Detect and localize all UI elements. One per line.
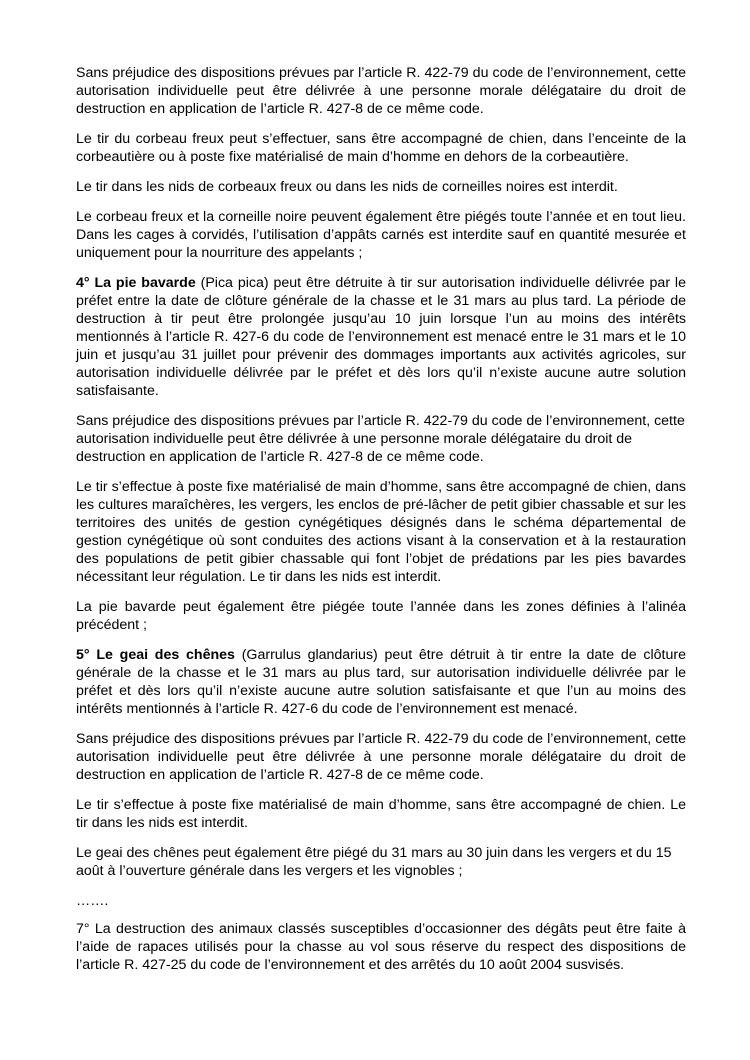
paragraph-delegation-3: Sans préjudice des dispositions prévues par l’article R. 422-79 du code de l’environnement, cette autorisation individuelle peut être délivrée à une personne morale délégataire du droit de destruction en application de l’article R. 427-8 de ce même code. <box>76 731 686 783</box>
paragraph-pie-bavarde <box>76 274 686 400</box>
paragraph-pie-tir: Le tir s’effectue à poste fixe matérialisé de main d’homme, sans être accompagné de chien, dans les cultures maraîchères, les vergers, les enclos de pré-lâcher de petit gibier chassable et sur les territoires des unités de gestion cynégétiques désignés dans le schéma départemental de gestion cynégétique où sont conduites des actions visant à la conservation et à la restauration des populations de petit gibier chassable qui font l’objet de prédations par les pies bavardes nécessitant leur régulation. Le tir dans les nids est interdit. <box>76 479 686 585</box>
paragraph-pie-piegeage: La pie bavarde peut également être piégée toute l’année dans les zones définies à l’alinéa précédent ; <box>76 599 686 633</box>
ellipsis: ……. <box>76 893 109 909</box>
paragraph-delegation-1: Sans préjudice des dispositions prévues par l’article R. 422-79 du code de l’environnement, cette autorisation individuelle peut être délivrée à une personne morale délégataire du droit de destruction en application de l’article R. 427-8 de ce même code. <box>76 65 686 117</box>
paragraph-rapaces: 7° La destruction des animaux classés susceptibles d’occasionner des dégâts peut être faite à l’aide de rapaces utilisés pour la chasse au vol sous réserve du respect des dispositions de l’article R. 427-25 du code de l’environnement et des arrêtés du 10 août 2004 susvisés. <box>76 921 686 973</box>
paragraph-geai-tir: Le tir s’effectue à poste fixe matérialisé de main d’homme, sans être accompagné de chien. Le tir dans les nids est interdit. <box>76 797 686 831</box>
geai-heading: 5° Le geai des chênes <box>76 647 235 663</box>
pie-bavarde-heading: 4° La pie bavarde <box>76 275 196 291</box>
geai-text: (Garrulus glandarius) peut être détruit à tir entre la date de clôture générale de la chasse et le 31 mars au plus tard, sur autorisation individuelle délivrée par le préfet et dès lors qu’il n’existe aucune autre solution satisfaisante et que l’un au moins des intérêts mentionnés à l’article R. 427-6 du code de l’environnement est menacé. <box>76 647 686 717</box>
paragraph-geai-des-chenes <box>76 646 686 718</box>
paragraph-corbeau-piegeage: Le corbeau freux et la corneille noire peuvent également être piégés toute l’année et en tout lieu. Dans les cages à corvidés, l’utilisation d’appâts carnés est interdite sauf en quantité mesurée et uniquement pour la nourriture des appelants ; <box>76 209 686 261</box>
paragraph-corbeau-tir: Le tir du corbeau freux peut s’effectuer, sans être accompagné de chien, dans l’enceinte de la corbeautière ou à poste fixe matérialisé de main d’homme en dehors de la corbeautière. <box>76 131 686 165</box>
paragraph-nids-interdit: Le tir dans les nids de corbeaux freux ou dans les nids de corneilles noires est interdit. <box>76 179 618 195</box>
pie-bavarde-text: (Pica pica) peut être détruite à tir sur autorisation individuelle délivrée par le préfet entre la date de clôture générale de la chasse et le 31 mars au plus tard. La période de destruction à tir peut être prolongée jusqu’au 10 juin lorsque l’un au moins des intérêts mentionnés à l’article R. 427-6 du code de l’environnement est menacé entre le 31 mars et le 10 juin et jusqu’au 31 juillet pour prévenir des dommages importants aux activités agricoles, sur autorisation individuelle délivrée par le préfet et dès lors qu’il n’existe aucune autre solution satisfaisante. <box>76 275 686 399</box>
paragraph-geai-piegeage: Le geai des chênes peut également être piégé du 31 mars au 30 juin dans les vergers et du 15 août à l’ouverture générale dans les vergers et les vignobles ; <box>76 845 672 879</box>
paragraph-delegation-2: Sans préjudice des dispositions prévues par l’article R. 422-79 du code de l’environnement, cette autorisation individuelle peut être délivrée à une personne morale délégataire du droit de destruction en application de l’article R. 427-8 de ce même code. <box>76 413 685 465</box>
